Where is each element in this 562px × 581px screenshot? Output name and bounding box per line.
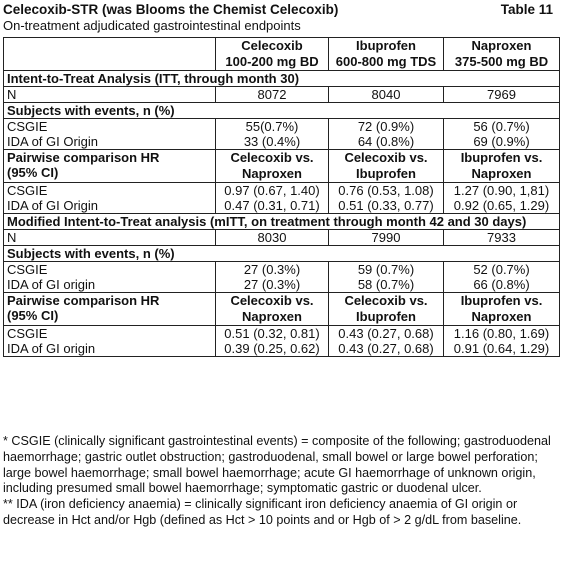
footnote-csgie: * CSGIE (clinically significant gastrointestinal events) = composite of the following; gastroduodenal haemorrhage; gastric outlet obstruction; gastroduodenal, small bowel or large bowel perforation; large bowel haemorrhage; small bowel haemorrhage; acute GI haemorrhage of unknown origin, including presumed small bowel haemorrhage; symptomatic gastric or duodenal ulcer.: [3, 434, 551, 496]
hr-row-mitt: [4, 326, 560, 357]
footnote-ida: ** IDA (iron deficiency anaemia) = clinically significant iron deficiency anaemia of GI origin or decrease in Hct and/or Hgb (defined as Hct > 10 points and or Hgb of > 2 g/dL from baseline.: [3, 497, 522, 527]
hr-values-cel-vs-ibu: 0.43 (0.27, 0.68) 0.43 (0.27, 0.68): [329, 326, 444, 357]
event-label: IDA of GI Origin: [7, 134, 99, 149]
hr-labels-cell: CSGIE IDA of GI Origin: [4, 183, 216, 214]
events-title-row-mitt: [4, 246, 560, 262]
column-header-row: [4, 38, 560, 71]
event-values-celecoxib: 55(0.7%) 33 (0.4%): [216, 119, 329, 150]
hr-values-cel-vs-nap: 0.51 (0.32, 0.81) 0.39 (0.25, 0.62): [216, 326, 329, 357]
hr-values-cel-vs-nap: 0.97 (0.67, 1.40) 0.47 (0.31, 0.71): [216, 183, 329, 214]
event-values-ibuprofen: 59 (0.7%) 58 (0.7%): [329, 262, 444, 293]
hr-labels-cell: CSGIE IDA of GI origin: [4, 326, 216, 357]
event-label: CSGIE: [7, 119, 48, 134]
footnotes: [3, 434, 556, 529]
section-row-itt: [4, 71, 560, 87]
section-title-mitt: Modified Intent-to-Treat analysis (mITT, on treatment through month 42 and 30 days): [4, 214, 560, 230]
n-row-itt: [4, 87, 560, 103]
n-row-mitt: [4, 230, 560, 246]
pairwise-header-row-itt: [4, 150, 560, 183]
empty-header-cell: [4, 38, 216, 71]
table-header: [3, 0, 559, 36]
n-value: 7969: [444, 87, 560, 103]
gi-endpoints-table: [3, 37, 560, 357]
event-values-celecoxib: 27 (0.3%) 27 (0.3%): [216, 262, 329, 293]
col-header-naproxen: Naproxen 375-500 mg BD: [444, 38, 560, 71]
n-value: 8030: [216, 230, 329, 246]
pairwise-title: Pairwise comparison HR (95% CI): [4, 293, 216, 326]
section-row-mitt: [4, 214, 560, 230]
hr-values-ibu-vs-nap: 1.16 (0.80, 1.69) 0.91 (0.64, 1.29): [444, 326, 560, 357]
table-title: Celecoxib-STR (was Blooms the Chemist Celecoxib): [3, 2, 339, 17]
pairwise-head-cel-vs-nap: Celecoxib vs. Naproxen: [216, 293, 329, 326]
pairwise-head-cel-vs-ibu: Celecoxib vs. Ibuprofen: [329, 293, 444, 326]
event-labels-cell: CSGIE IDA of GI origin: [4, 262, 216, 293]
section-title-itt: Intent-to-Treat Analysis (ITT, through month 30): [4, 71, 560, 87]
pairwise-head-ibu-vs-nap: Ibuprofen vs. Naproxen: [444, 150, 560, 183]
n-value: 8040: [329, 87, 444, 103]
event-values-naproxen: 52 (0.7%) 66 (0.8%): [444, 262, 560, 293]
pairwise-title: Pairwise comparison HR (95% CI): [4, 150, 216, 183]
col-header-celecoxib: Celecoxib 100-200 mg BD: [216, 38, 329, 71]
events-title-row-itt: [4, 103, 560, 119]
n-value: 8072: [216, 87, 329, 103]
col-header-ibuprofen: Ibuprofen 600-800 mg TDS: [329, 38, 444, 71]
event-labels-cell: [4, 119, 216, 150]
pairwise-head-ibu-vs-nap: Ibuprofen vs. Naproxen: [444, 293, 560, 326]
events-title: Subjects with events, n (%): [4, 246, 560, 262]
events-row-mitt: [4, 262, 560, 293]
n-value: 7933: [444, 230, 560, 246]
n-label: N: [4, 230, 216, 246]
n-value: 7990: [329, 230, 444, 246]
events-title: Subjects with events, n (%): [4, 103, 560, 119]
hr-values-ibu-vs-nap: 1.27 (0.90, 1,81) 0.92 (0.65, 1.29): [444, 183, 560, 214]
n-label: N: [4, 87, 216, 103]
event-values-ibuprofen: 72 (0.9%) 64 (0.8%): [329, 119, 444, 150]
hr-values-cel-vs-ibu: 0.76 (0.53, 1.08) 0.51 (0.33, 0.77): [329, 183, 444, 214]
pairwise-head-cel-vs-nap: Celecoxib vs. Naproxen: [216, 150, 329, 183]
table-number: Table 11: [500, 2, 553, 17]
table-subtitle: On-treatment adjudicated gastrointestinal endpoints: [3, 18, 301, 33]
events-row-itt: [4, 119, 560, 150]
hr-row-itt: [4, 183, 560, 214]
pairwise-head-cel-vs-ibu: Celecoxib vs. Ibuprofen: [329, 150, 444, 183]
pairwise-header-row-mitt: [4, 293, 560, 326]
event-values-naproxen: 56 (0.7%) 69 (0.9%): [444, 119, 560, 150]
